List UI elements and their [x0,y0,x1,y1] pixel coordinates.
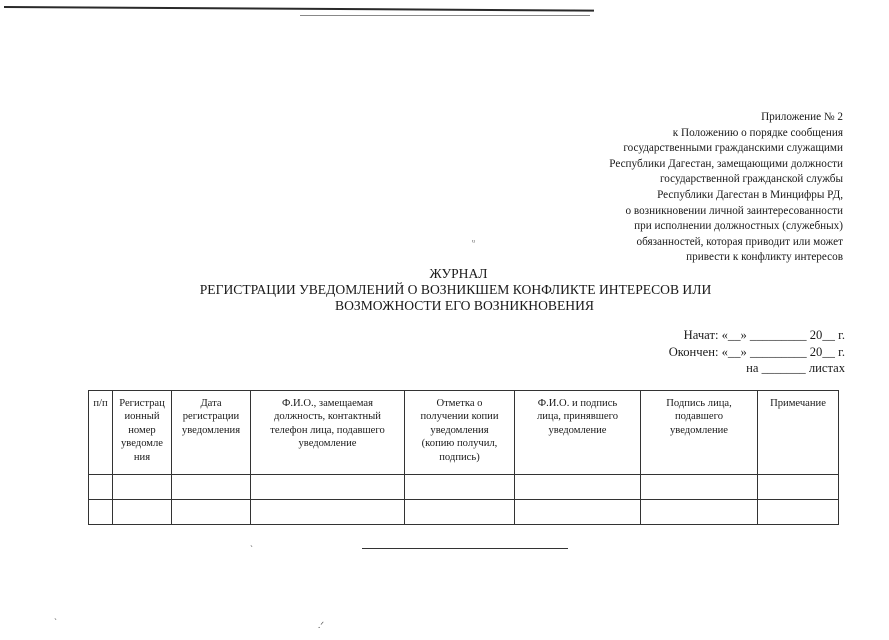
scan-speck: ˎ [54,610,57,620]
header-text: ния [133,451,151,463]
appendix-line: привести к конфликту интересов [686,251,843,264]
header-text: (копию получил, [421,438,498,450]
header-cell-reg-date [172,391,251,475]
header-text: Ф.И.О., замещаемая [282,398,373,409]
header-text: Отметка о [436,398,483,409]
header-text: Ф.И.О. и подпись [537,398,618,409]
appendix-line: государственными гражданскими служащими [623,142,843,155]
table-cell [758,500,839,525]
header-text: получении копии [420,411,499,423]
registration-table [88,390,839,525]
appendix-line: Республики Дагестан в Минцифры РД, [657,188,843,201]
header-text: Регистрац [119,398,165,409]
table-cell [113,500,172,525]
header-text: должность, контактный [274,411,381,423]
header-text: уведомления [181,424,241,436]
header-cell-note [758,391,839,475]
table-cell [641,475,758,500]
end-date-line: Окончен: «__» _________ 20__ г. [668,344,845,359]
document-title [0,266,889,314]
table-header-row [89,391,839,475]
header-text: номер [128,424,156,436]
title-line: РЕГИСТРАЦИИ УВЕДОМЛЕНИЙ О ВОЗНИКШЕМ КОНФЛИКТЕ ИНТЕРЕСОВ ИЛИ [199,282,712,297]
scan-speck: ᵘ [472,237,475,247]
header-cell-submitter-signature [641,391,758,475]
table-cell [515,500,641,525]
journal-dates [669,327,845,377]
header-text: уведомле [121,438,163,450]
table-cell [251,500,405,525]
header-cell-copy-receipt [405,391,515,475]
header-text: Дата [200,398,222,409]
header-text: регистрации [182,411,240,423]
header-text: телефон лица, подавшего [270,424,385,436]
appendix-line: обязанностей, которая приводит или может [636,235,843,248]
table-row [89,475,839,500]
table-cell [641,500,758,525]
appendix-line: при исполнении должностных (служебных) [634,220,843,233]
scan-artifact-line [4,6,594,12]
appendix-line: к Положению о порядке сообщения [672,126,843,139]
table-cell [251,475,405,500]
sheet-count-line: на _______ листах [746,361,845,375]
header-cell-submitter [251,391,405,475]
table-cell [758,475,839,500]
table-row [89,500,839,525]
scan-speck: ˋ [250,544,253,554]
scan-speck: .ᐟ [318,620,325,630]
start-date-line: Начат: «__» _________ 20__ г. [683,328,845,342]
table-cell [172,475,251,500]
header-cell-number [89,391,113,475]
signature-line [362,548,568,549]
appendix-line: государственной гражданской службы [659,173,843,186]
table-cell [89,475,113,500]
table-cell [172,500,251,525]
header-text: уведомление [669,424,729,436]
scan-artifact-line [300,15,590,16]
appendix-header [609,110,843,266]
table-cell [405,500,515,525]
header-cell-receiver [515,391,641,475]
header-text: подпись) [439,451,480,463]
table-cell [515,475,641,500]
header-text: п/п [93,398,108,409]
appendix-line: Приложение № 2 [761,111,843,123]
table-cell [405,475,515,500]
header-text: Подпись лица, [666,398,732,409]
title-line: ЖУРНАЛ [429,266,488,281]
appendix-line: о возникновении личной заинтересованности [625,204,843,217]
table-cell [89,500,113,525]
header-text: лица, принявшего [536,411,619,423]
appendix-line: Республики Дагестан, замещающими должности [609,157,843,170]
header-text: уведомление [298,438,357,450]
header-text: уведомление [548,424,607,436]
title-line: ВОЗМОЖНОСТИ ЕГО ВОЗНИКНОВЕНИЯ [335,298,594,313]
header-text: уведомления [430,424,489,436]
header-text: ионный [124,411,160,423]
table-cell [113,475,172,500]
header-text: подавшего [675,411,723,423]
header-cell-reg-number [113,391,172,475]
header-text: Примечание [770,398,826,409]
